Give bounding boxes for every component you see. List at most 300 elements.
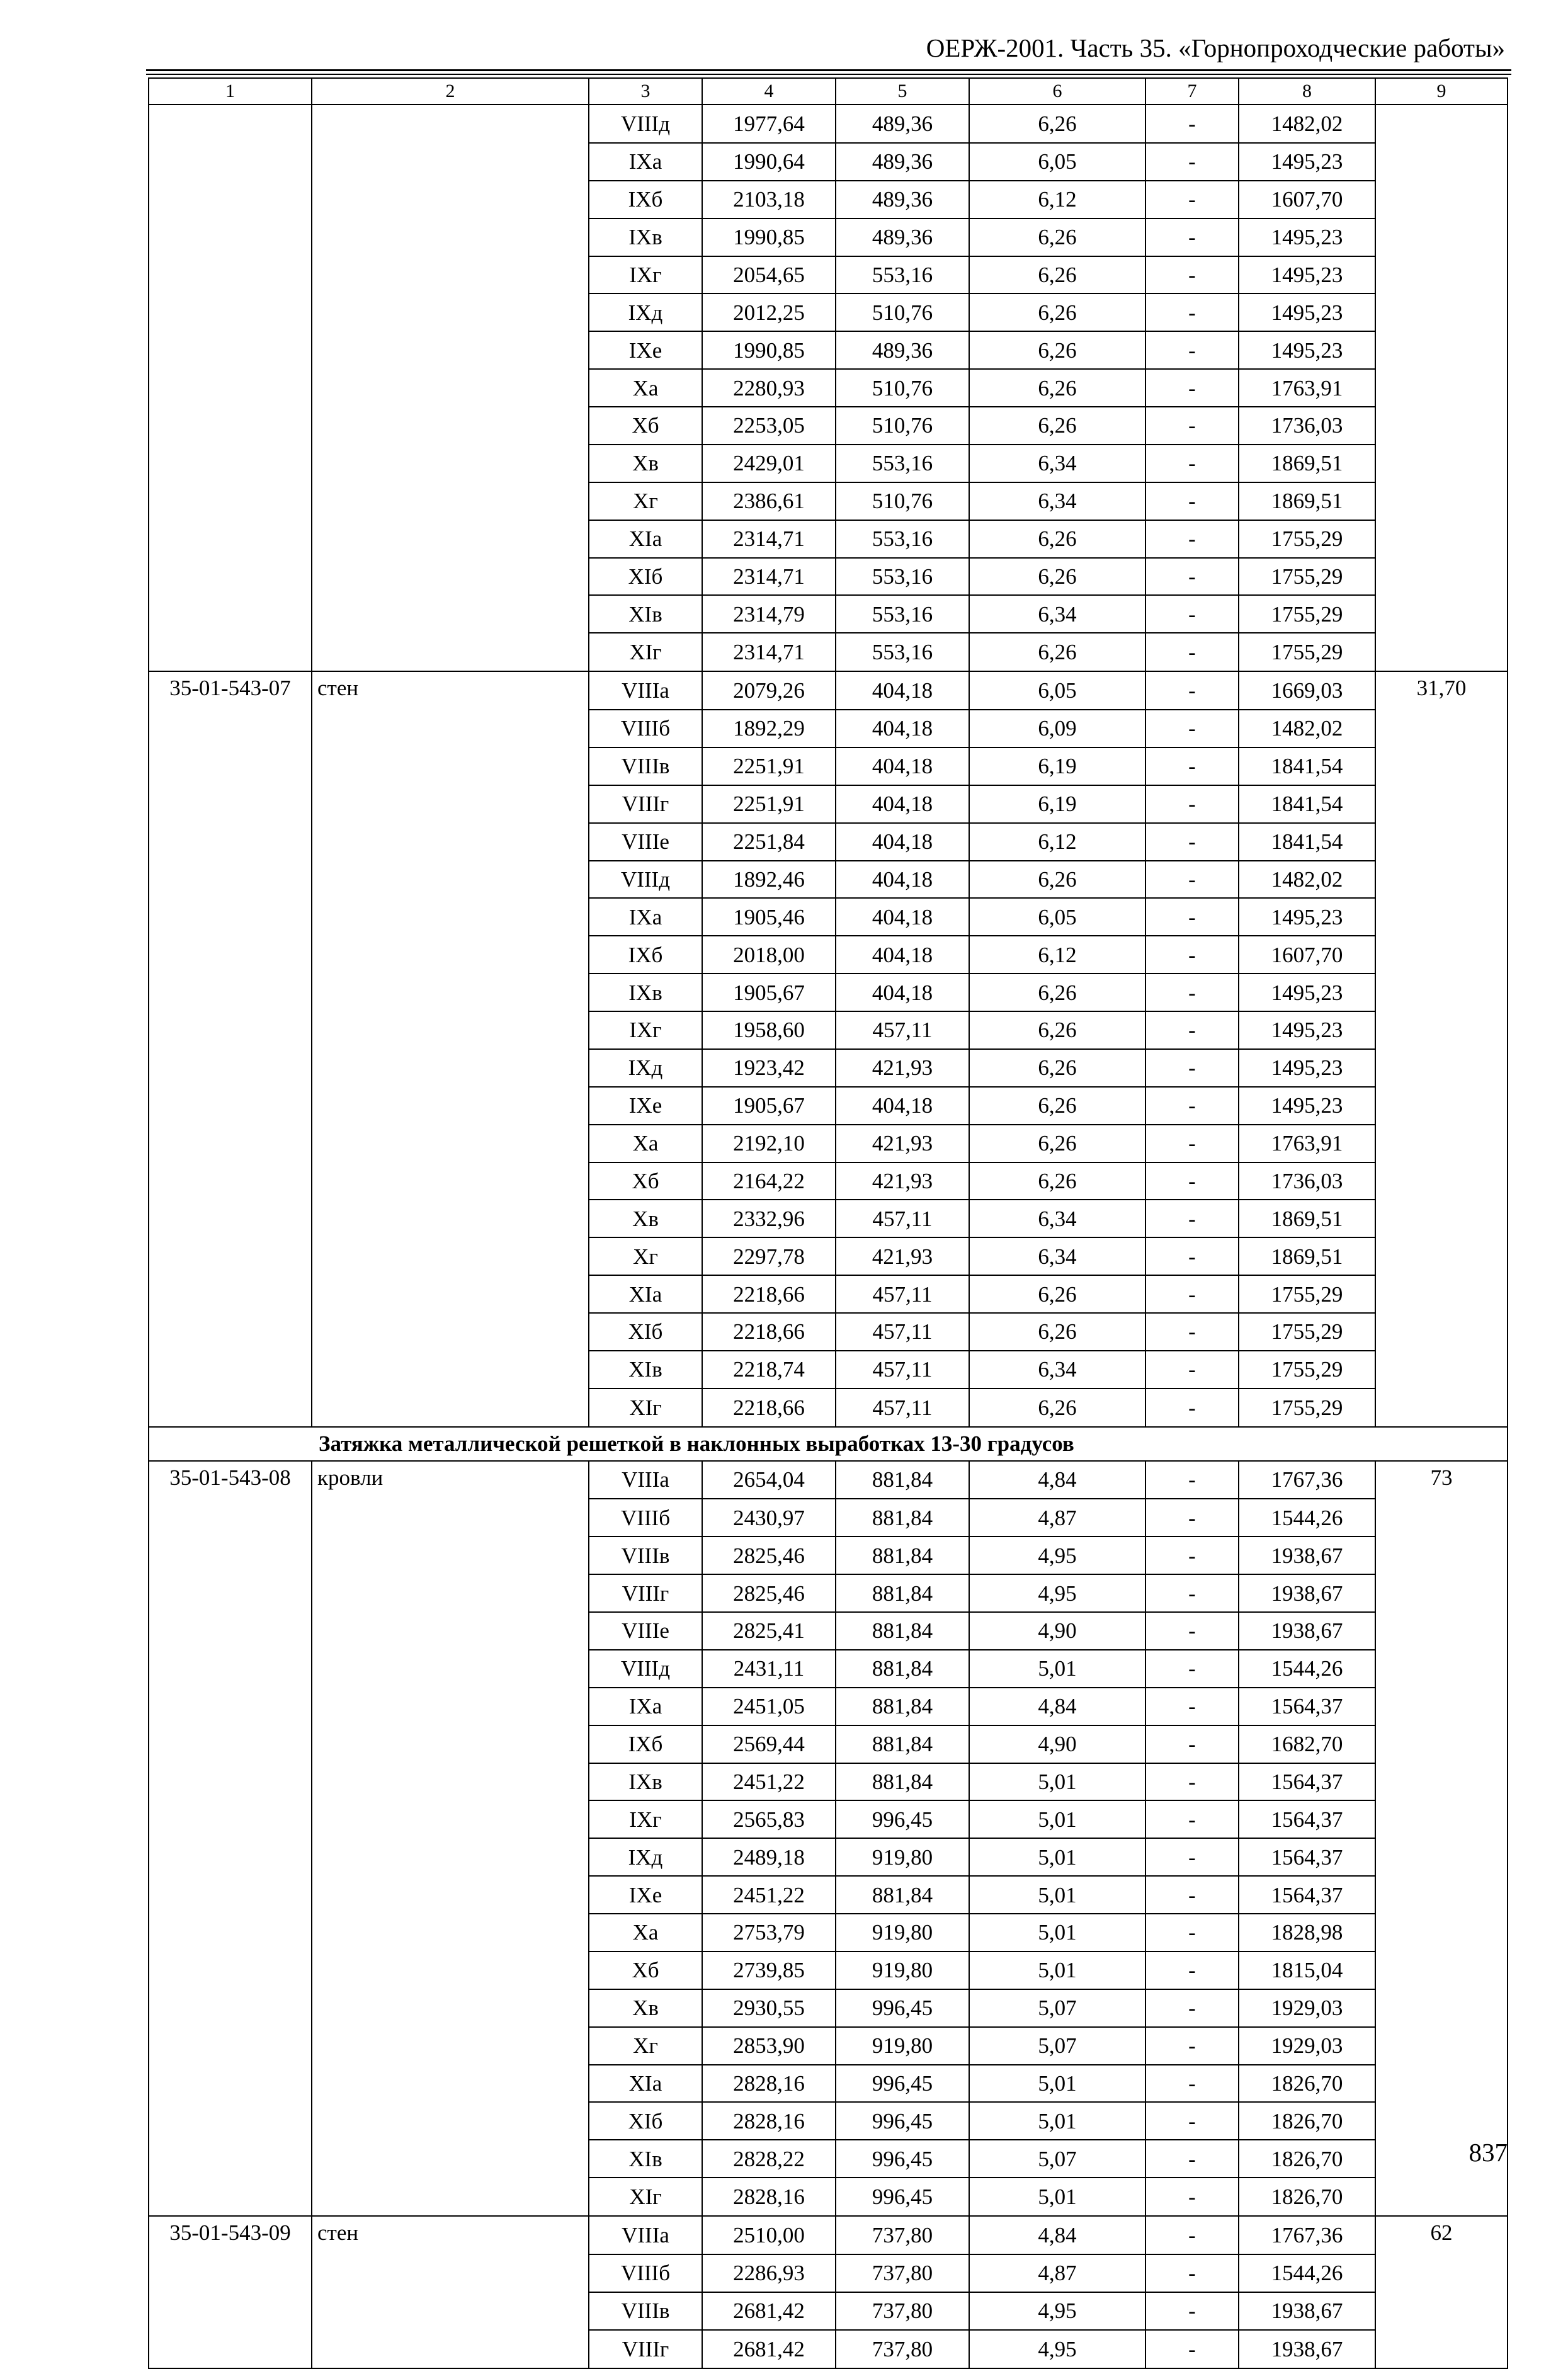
cell-name bbox=[312, 369, 589, 407]
cell-name bbox=[312, 1125, 589, 1162]
cell-code bbox=[149, 747, 312, 785]
cell-name bbox=[312, 2027, 589, 2065]
cell-name bbox=[312, 219, 589, 256]
cell-labor: 73 bbox=[1375, 1461, 1508, 1499]
cell-wages: 489,36 bbox=[836, 105, 969, 143]
cell-total-cost: 2853,90 bbox=[702, 2027, 836, 2065]
cell-category: XIа bbox=[589, 2065, 702, 2103]
cell-wages: 404,18 bbox=[836, 898, 969, 936]
cell-wages: 457,11 bbox=[836, 1351, 969, 1389]
cell-materials: 1495,23 bbox=[1239, 1087, 1375, 1125]
cell-machine-operation: 6,26 bbox=[969, 369, 1145, 407]
cell-name: стен bbox=[312, 671, 589, 710]
cell-name bbox=[312, 1351, 589, 1389]
cell-total-cost: 2192,10 bbox=[702, 1125, 836, 1162]
cell-materials: 1495,23 bbox=[1239, 331, 1375, 369]
cell-name bbox=[312, 445, 589, 482]
cell-code bbox=[149, 181, 312, 219]
table-row bbox=[149, 1125, 1508, 1162]
cell-machine-wages: - bbox=[1145, 520, 1239, 558]
cell-total-cost: 1892,29 bbox=[702, 710, 836, 747]
cell-wages: 510,76 bbox=[836, 369, 969, 407]
cell-materials: 1482,02 bbox=[1239, 861, 1375, 899]
cell-machine-operation: 5,01 bbox=[969, 2065, 1145, 2103]
cell-category: Xа bbox=[589, 1914, 702, 1951]
cell-labor bbox=[1375, 1989, 1508, 2027]
cell-machine-operation: 6,12 bbox=[969, 936, 1145, 974]
cell-code bbox=[149, 2102, 312, 2140]
cell-labor bbox=[1375, 1688, 1508, 1725]
cell-wages: 489,36 bbox=[836, 181, 969, 219]
cell-category: IXв bbox=[589, 974, 702, 1011]
cell-machine-operation: 6,34 bbox=[969, 1200, 1145, 1237]
cell-total-cost: 2451,22 bbox=[702, 1763, 836, 1801]
cell-materials: 1495,23 bbox=[1239, 898, 1375, 936]
cell-wages: 881,84 bbox=[836, 1574, 969, 1612]
cell-category: VIIIв bbox=[589, 2292, 702, 2330]
cell-machine-wages: - bbox=[1145, 936, 1239, 974]
cell-machine-wages: - bbox=[1145, 407, 1239, 445]
cell-total-cost: 2825,41 bbox=[702, 1612, 836, 1650]
cell-category: Xв bbox=[589, 1200, 702, 1237]
cell-machine-wages: - bbox=[1145, 482, 1239, 520]
cell-labor bbox=[1375, 143, 1508, 181]
cell-wages: 919,80 bbox=[836, 1914, 969, 1951]
table-row bbox=[149, 595, 1508, 633]
cell-category: IXг bbox=[589, 1011, 702, 1049]
cell-labor bbox=[1375, 595, 1508, 633]
table-row bbox=[149, 974, 1508, 1011]
cell-machine-wages: - bbox=[1145, 1237, 1239, 1275]
cell-machine-operation: 6,26 bbox=[969, 520, 1145, 558]
cell-wages: 421,93 bbox=[836, 1049, 969, 1087]
cell-wages: 510,76 bbox=[836, 293, 969, 331]
cell-name bbox=[312, 407, 589, 445]
cell-machine-operation: 6,26 bbox=[969, 219, 1145, 256]
cell-category: VIIIб bbox=[589, 710, 702, 747]
cell-machine-operation: 6,26 bbox=[969, 1087, 1145, 1125]
cell-wages: 553,16 bbox=[836, 445, 969, 482]
table-row bbox=[149, 1313, 1508, 1351]
cell-labor bbox=[1375, 1237, 1508, 1275]
cell-category: IXг bbox=[589, 256, 702, 294]
cell-name bbox=[312, 1049, 589, 1087]
cell-category: Xг bbox=[589, 1237, 702, 1275]
cell-machine-wages: - bbox=[1145, 1688, 1239, 1725]
cell-code bbox=[149, 558, 312, 596]
cell-materials: 1755,29 bbox=[1239, 520, 1375, 558]
cell-machine-operation: 4,90 bbox=[969, 1612, 1145, 1650]
cell-materials: 1755,29 bbox=[1239, 1351, 1375, 1389]
cell-total-cost: 2012,25 bbox=[702, 293, 836, 331]
cell-code bbox=[149, 633, 312, 671]
cell-machine-operation: 6,05 bbox=[969, 143, 1145, 181]
cell-wages: 421,93 bbox=[836, 1162, 969, 1200]
cell-labor bbox=[1375, 1200, 1508, 1237]
cell-name bbox=[312, 898, 589, 936]
cell-total-cost: 2314,71 bbox=[702, 633, 836, 671]
cell-total-cost: 2054,65 bbox=[702, 256, 836, 294]
header-rule bbox=[146, 69, 1511, 71]
cell-machine-operation: 6,26 bbox=[969, 1049, 1145, 1087]
table-row bbox=[149, 1612, 1508, 1650]
cell-wages: 404,18 bbox=[836, 823, 969, 861]
cell-machine-wages: - bbox=[1145, 1537, 1239, 1574]
cell-name bbox=[312, 293, 589, 331]
cell-name bbox=[312, 1876, 589, 1914]
cell-name bbox=[312, 1537, 589, 1574]
table-row bbox=[149, 1237, 1508, 1275]
cell-total-cost: 2510,00 bbox=[702, 2216, 836, 2254]
cell-labor bbox=[1375, 936, 1508, 974]
cell-wages: 404,18 bbox=[836, 747, 969, 785]
table-row bbox=[149, 445, 1508, 482]
cell-materials: 1482,02 bbox=[1239, 105, 1375, 143]
cell-name: кровли bbox=[312, 1461, 589, 1499]
cell-category: Xб bbox=[589, 407, 702, 445]
cell-materials: 1755,29 bbox=[1239, 595, 1375, 633]
cell-code bbox=[149, 1125, 312, 1162]
cell-name bbox=[312, 1162, 589, 1200]
table-row bbox=[149, 898, 1508, 936]
cell-machine-wages: - bbox=[1145, 445, 1239, 482]
cell-materials: 1755,29 bbox=[1239, 633, 1375, 671]
cell-category: XIа bbox=[589, 1275, 702, 1313]
cell-category: IXа bbox=[589, 898, 702, 936]
cell-category: XIв bbox=[589, 2140, 702, 2178]
cell-category: VIIIа bbox=[589, 671, 702, 710]
cell-total-cost: 1892,46 bbox=[702, 861, 836, 899]
cell-total-cost: 2251,84 bbox=[702, 823, 836, 861]
cell-labor bbox=[1375, 1087, 1508, 1125]
cell-wages: 881,84 bbox=[836, 1499, 969, 1537]
cell-total-cost: 1923,42 bbox=[702, 1049, 836, 1087]
cell-total-cost: 2218,74 bbox=[702, 1351, 836, 1389]
table-row bbox=[149, 1351, 1508, 1389]
table-row bbox=[149, 143, 1508, 181]
cell-category: IXб bbox=[589, 181, 702, 219]
table-row bbox=[149, 1838, 1508, 1876]
cell-labor bbox=[1375, 1650, 1508, 1688]
cell-category: XIв bbox=[589, 595, 702, 633]
table-row bbox=[149, 1537, 1508, 1574]
table-row bbox=[149, 747, 1508, 785]
cell-category: IXе bbox=[589, 331, 702, 369]
cell-code bbox=[149, 1688, 312, 1725]
cell-wages: 737,80 bbox=[836, 2292, 969, 2330]
cell-name bbox=[312, 2330, 589, 2368]
cell-labor bbox=[1375, 256, 1508, 294]
cell-total-cost: 2828,16 bbox=[702, 2102, 836, 2140]
cell-materials: 1938,67 bbox=[1239, 1612, 1375, 1650]
cell-machine-operation: 6,26 bbox=[969, 105, 1145, 143]
cell-code bbox=[149, 1800, 312, 1838]
cell-total-cost: 2431,11 bbox=[702, 1650, 836, 1688]
cell-machine-operation: 6,26 bbox=[969, 1313, 1145, 1351]
cell-machine-operation: 6,05 bbox=[969, 898, 1145, 936]
cell-wages: 553,16 bbox=[836, 256, 969, 294]
table-row bbox=[149, 1389, 1508, 1427]
cell-name bbox=[312, 1800, 589, 1838]
cell-labor bbox=[1375, 2292, 1508, 2330]
cell-machine-operation: 5,01 bbox=[969, 2178, 1145, 2216]
cell-category: IXб bbox=[589, 936, 702, 974]
cell-materials: 1544,26 bbox=[1239, 1650, 1375, 1688]
cell-machine-operation: 4,95 bbox=[969, 1574, 1145, 1612]
cell-machine-operation: 6,26 bbox=[969, 1275, 1145, 1313]
cell-machine-wages: - bbox=[1145, 785, 1239, 823]
cell-labor bbox=[1375, 1313, 1508, 1351]
cell-machine-wages: - bbox=[1145, 1725, 1239, 1763]
cell-total-cost: 2218,66 bbox=[702, 1313, 836, 1351]
cell-code bbox=[149, 256, 312, 294]
cell-code bbox=[149, 1612, 312, 1650]
cell-machine-wages: - bbox=[1145, 1275, 1239, 1313]
cell-materials: 1544,26 bbox=[1239, 1499, 1375, 1537]
cell-wages: 919,80 bbox=[836, 1838, 969, 1876]
cell-name bbox=[312, 1688, 589, 1725]
cell-machine-operation: 5,01 bbox=[969, 1650, 1145, 1688]
page-header: ОЕРЖ-2001. Часть 35. «Горнопроходческие работы» bbox=[926, 33, 1505, 62]
cell-total-cost: 2828,16 bbox=[702, 2178, 836, 2216]
cell-machine-operation: 6,34 bbox=[969, 595, 1145, 633]
cell-wages: 510,76 bbox=[836, 482, 969, 520]
cell-machine-operation: 6,05 bbox=[969, 671, 1145, 710]
col-number-9: 9 bbox=[1375, 78, 1508, 105]
cell-category: VIIIа bbox=[589, 2216, 702, 2254]
table-row bbox=[149, 256, 1508, 294]
cell-category: VIIIв bbox=[589, 747, 702, 785]
cell-machine-wages: - bbox=[1145, 1049, 1239, 1087]
cell-machine-operation: 4,90 bbox=[969, 1725, 1145, 1763]
cell-machine-wages: - bbox=[1145, 1612, 1239, 1650]
cell-wages: 737,80 bbox=[836, 2330, 969, 2368]
cell-category: VIIIд bbox=[589, 105, 702, 143]
table-row bbox=[149, 369, 1508, 407]
cell-machine-wages: - bbox=[1145, 1461, 1239, 1499]
table-row bbox=[149, 936, 1508, 974]
cell-materials: 1495,23 bbox=[1239, 1049, 1375, 1087]
cell-materials: 1938,67 bbox=[1239, 2292, 1375, 2330]
cell-wages: 919,80 bbox=[836, 1951, 969, 1989]
cell-code bbox=[149, 2254, 312, 2292]
cell-labor bbox=[1375, 1125, 1508, 1162]
cell-materials: 1826,70 bbox=[1239, 2102, 1375, 2140]
cell-materials: 1495,23 bbox=[1239, 143, 1375, 181]
cell-wages: 457,11 bbox=[836, 1011, 969, 1049]
cell-materials: 1495,23 bbox=[1239, 293, 1375, 331]
cell-wages: 404,18 bbox=[836, 936, 969, 974]
cell-code bbox=[149, 293, 312, 331]
cell-total-cost: 2332,96 bbox=[702, 1200, 836, 1237]
cell-machine-operation: 6,34 bbox=[969, 482, 1145, 520]
cell-category: Xб bbox=[589, 1162, 702, 1200]
col-number-6: 6 bbox=[969, 78, 1145, 105]
table-row bbox=[149, 293, 1508, 331]
cell-code: 35-01-543-08 bbox=[149, 1461, 312, 1499]
cell-labor bbox=[1375, 2065, 1508, 2103]
cell-wages: 737,80 bbox=[836, 2216, 969, 2254]
cell-wages: 881,84 bbox=[836, 1612, 969, 1650]
cell-total-cost: 2314,71 bbox=[702, 558, 836, 596]
cell-materials: 1828,98 bbox=[1239, 1914, 1375, 1951]
table-row bbox=[149, 219, 1508, 256]
cell-machine-operation: 6,26 bbox=[969, 331, 1145, 369]
cell-labor bbox=[1375, 558, 1508, 596]
cell-wages: 489,36 bbox=[836, 219, 969, 256]
cell-code: 35-01-543-07 bbox=[149, 671, 312, 710]
cell-machine-wages: - bbox=[1145, 974, 1239, 1011]
cell-labor bbox=[1375, 823, 1508, 861]
cell-machine-operation: 5,07 bbox=[969, 2027, 1145, 2065]
cell-code bbox=[149, 1914, 312, 1951]
cell-machine-wages: - bbox=[1145, 2027, 1239, 2065]
cell-code bbox=[149, 861, 312, 899]
cell-total-cost: 2565,83 bbox=[702, 1800, 836, 1838]
cell-code bbox=[149, 1876, 312, 1914]
price-table bbox=[148, 77, 1508, 2369]
cell-category: IXв bbox=[589, 1763, 702, 1801]
cell-labor bbox=[1375, 2027, 1508, 2065]
cell-machine-wages: - bbox=[1145, 747, 1239, 785]
table-row bbox=[149, 1951, 1508, 1989]
cell-wages: 996,45 bbox=[836, 2178, 969, 2216]
cell-wages: 404,18 bbox=[836, 1087, 969, 1125]
cell-name bbox=[312, 2065, 589, 2103]
cell-materials: 1736,03 bbox=[1239, 1162, 1375, 1200]
table-row bbox=[149, 2216, 1508, 2254]
cell-machine-operation: 4,95 bbox=[969, 2292, 1145, 2330]
cell-total-cost: 1905,46 bbox=[702, 898, 836, 936]
cell-name bbox=[312, 1237, 589, 1275]
table-row bbox=[149, 1800, 1508, 1838]
cell-name bbox=[312, 331, 589, 369]
cell-wages: 996,45 bbox=[836, 2065, 969, 2103]
cell-category: IXе bbox=[589, 1876, 702, 1914]
cell-machine-wages: - bbox=[1145, 293, 1239, 331]
cell-name bbox=[312, 2254, 589, 2292]
cell-machine-operation: 6,34 bbox=[969, 445, 1145, 482]
cell-category: Xв bbox=[589, 1989, 702, 2027]
cell-machine-operation: 6,26 bbox=[969, 861, 1145, 899]
cell-total-cost: 1905,67 bbox=[702, 974, 836, 1011]
cell-materials: 1544,26 bbox=[1239, 2254, 1375, 2292]
cell-code bbox=[149, 710, 312, 747]
cell-total-cost: 2018,00 bbox=[702, 936, 836, 974]
cell-code bbox=[149, 936, 312, 974]
cell-wages: 553,16 bbox=[836, 633, 969, 671]
table-row bbox=[149, 1725, 1508, 1763]
cell-total-cost: 1990,85 bbox=[702, 219, 836, 256]
cell-labor bbox=[1375, 2102, 1508, 2140]
cell-code bbox=[149, 520, 312, 558]
cell-category: Xа bbox=[589, 1125, 702, 1162]
table-row bbox=[149, 1574, 1508, 1612]
cell-wages: 553,16 bbox=[836, 558, 969, 596]
cell-total-cost: 2253,05 bbox=[702, 407, 836, 445]
cell-total-cost: 1958,60 bbox=[702, 1011, 836, 1049]
cell-machine-operation: 6,34 bbox=[969, 1351, 1145, 1389]
cell-code bbox=[149, 331, 312, 369]
cell-code bbox=[149, 1275, 312, 1313]
cell-wages: 457,11 bbox=[836, 1275, 969, 1313]
cell-machine-wages: - bbox=[1145, 1574, 1239, 1612]
cell-total-cost: 2314,79 bbox=[702, 595, 836, 633]
cell-labor bbox=[1375, 747, 1508, 785]
cell-materials: 1869,51 bbox=[1239, 1200, 1375, 1237]
cell-total-cost: 2286,93 bbox=[702, 2254, 836, 2292]
cell-wages: 881,84 bbox=[836, 1650, 969, 1688]
cell-machine-wages: - bbox=[1145, 1800, 1239, 1838]
cell-machine-operation: 4,95 bbox=[969, 1537, 1145, 1574]
cell-code bbox=[149, 785, 312, 823]
cell-materials: 1682,70 bbox=[1239, 1725, 1375, 1763]
cell-name bbox=[312, 595, 589, 633]
table-row bbox=[149, 181, 1508, 219]
cell-category: IXа bbox=[589, 143, 702, 181]
cell-category: XIг bbox=[589, 633, 702, 671]
cell-wages: 489,36 bbox=[836, 143, 969, 181]
cell-machine-wages: - bbox=[1145, 861, 1239, 899]
cell-name bbox=[312, 974, 589, 1011]
cell-machine-wages: - bbox=[1145, 2216, 1239, 2254]
cell-materials: 1736,03 bbox=[1239, 407, 1375, 445]
cell-machine-wages: - bbox=[1145, 1838, 1239, 1876]
cell-machine-wages: - bbox=[1145, 2102, 1239, 2140]
cell-name bbox=[312, 1763, 589, 1801]
cell-name bbox=[312, 1389, 589, 1427]
cell-machine-operation: 6,26 bbox=[969, 256, 1145, 294]
table-row bbox=[149, 2027, 1508, 2065]
cell-labor bbox=[1375, 1275, 1508, 1313]
cell-category: VIIIв bbox=[589, 1537, 702, 1574]
table-row bbox=[149, 1763, 1508, 1801]
cell-materials: 1564,37 bbox=[1239, 1763, 1375, 1801]
cell-name bbox=[312, 2140, 589, 2178]
table-row bbox=[149, 2140, 1508, 2178]
cell-wages: 553,16 bbox=[836, 520, 969, 558]
cell-wages: 919,80 bbox=[836, 2027, 969, 2065]
cell-wages: 881,84 bbox=[836, 1876, 969, 1914]
cell-wages: 421,93 bbox=[836, 1125, 969, 1162]
cell-machine-wages: - bbox=[1145, 1351, 1239, 1389]
table-row bbox=[149, 1876, 1508, 1914]
cell-code bbox=[149, 1989, 312, 2027]
cell-total-cost: 2218,66 bbox=[702, 1275, 836, 1313]
table-row bbox=[149, 1650, 1508, 1688]
table-row bbox=[149, 2065, 1508, 2103]
col-number-8: 8 bbox=[1239, 78, 1375, 105]
cell-wages: 996,45 bbox=[836, 1800, 969, 1838]
cell-materials: 1755,29 bbox=[1239, 1313, 1375, 1351]
cell-labor bbox=[1375, 1499, 1508, 1537]
cell-category: XIб bbox=[589, 558, 702, 596]
cell-total-cost: 2825,46 bbox=[702, 1574, 836, 1612]
cell-labor bbox=[1375, 1763, 1508, 1801]
table-row bbox=[149, 105, 1508, 143]
cell-code bbox=[149, 1838, 312, 1876]
cell-labor bbox=[1375, 181, 1508, 219]
cell-total-cost: 2429,01 bbox=[702, 445, 836, 482]
cell-machine-wages: - bbox=[1145, 2065, 1239, 2103]
cell-labor bbox=[1375, 219, 1508, 256]
cell-total-cost: 2489,18 bbox=[702, 1838, 836, 1876]
cell-category: Xв bbox=[589, 445, 702, 482]
cell-total-cost: 2451,22 bbox=[702, 1876, 836, 1914]
cell-wages: 457,11 bbox=[836, 1313, 969, 1351]
cell-total-cost: 2430,97 bbox=[702, 1499, 836, 1537]
cell-labor bbox=[1375, 482, 1508, 520]
